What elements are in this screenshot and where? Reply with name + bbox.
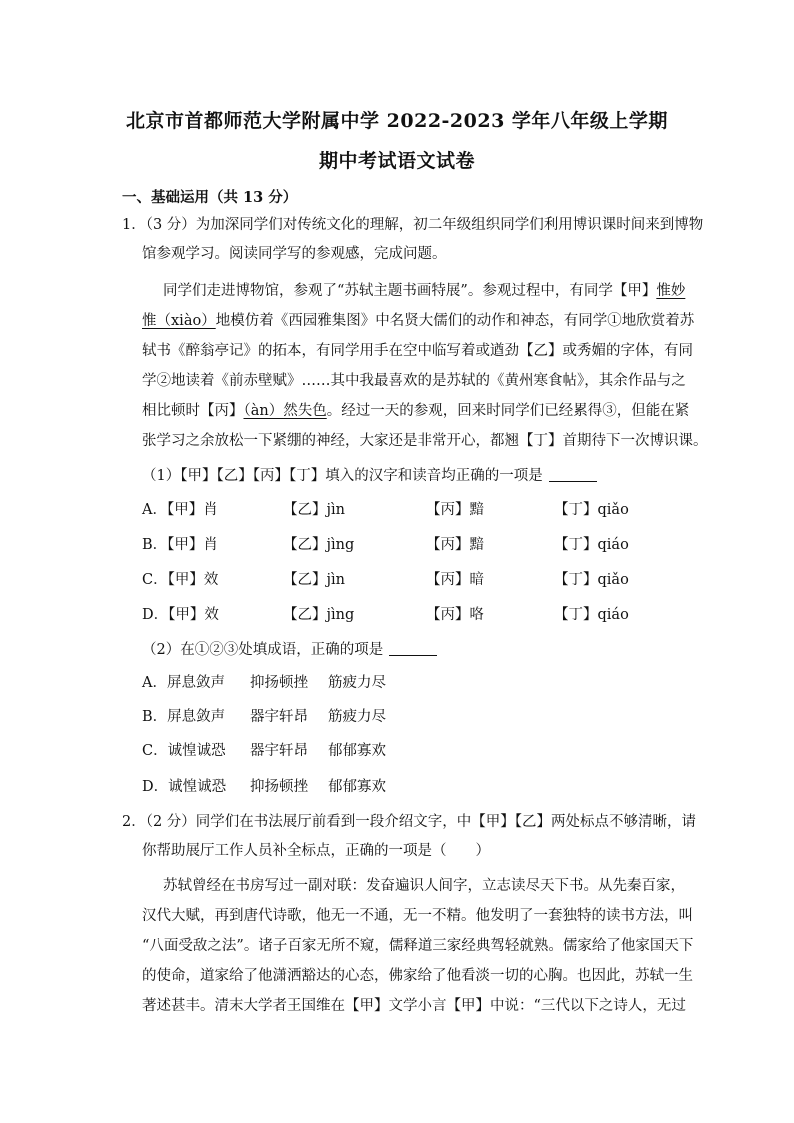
option-d-col3: 【丙】咯 [426,607,484,623]
option-d-col1[interactable]: D．【甲】效 [142,607,219,623]
q1-underline-weixiao: 惟（xiào） [142,313,216,329]
option-a-col4: 【丁】qiǎo [554,502,629,518]
option2-c-col2: 器宇轩昂 [250,743,308,759]
option-b-col1[interactable]: B．【甲】肖 [142,537,218,553]
option-a-col1[interactable]: A．【甲】肖 [142,502,218,518]
q1-passage-line6: 张学习之余放松一下紧绷的神经，大家还是非常开心，都翘【丁】首期待下一次博识课。 [142,433,708,449]
option2-a-col2: 抑扬顿挫 [250,675,308,691]
option-b-col4: 【丁】qiáo [554,537,629,553]
option-d-col2: 【乙】jìng [283,607,355,623]
q1-passage-line5 [142,401,689,421]
q1-stem-line2: 馆参观学习。阅读同学写的参观感，完成问题。 [142,246,447,262]
q2-stem-line1: 2．（2 分）同学们在书法展厅前看到一段介绍文字，中【甲】【乙】两处标点不够清晰，请 [122,814,697,830]
option2-d-col1[interactable]: D．诚惶诚恐 [142,779,227,795]
option-c-col1[interactable]: C．【甲】效 [142,572,219,588]
page-title-line2: 期中考试语文试卷 [318,150,475,172]
q2-passage-line2: 汉代大赋，再到唐代诗歌，他无一不通，无一不精。他发明了一套独特的读书方法，叫 [142,908,693,924]
q1-passage-line5-a: 相比顿时【丙】 [142,403,244,419]
q2-passage-line3: “八面受敌之法”。诸子百家无所不窥，儒释道三家经典驾轻就熟。儒家给了他家国天下 [142,938,694,954]
option2-a-col3: 筋疲力尽 [328,675,386,691]
option-a-col2: 【乙】jìn [283,502,345,518]
option2-d-col2: 抑扬顿挫 [250,779,308,795]
page-title-line1: 北京市首都师范大学附属中学 2022-2023 学年八年级上学期 [126,110,668,132]
option2-c-col3: 郁郁寡欢 [328,743,386,759]
q1-passage-line1 [163,281,685,301]
option2-b-col1[interactable]: B．屏息敛声 [142,709,226,725]
q1-passage-line2-text: 地模仿着《西园雅集图》中名贤大儒们的动作和神态，有同学①地欣赏着苏 [215,313,695,329]
option-b-col2: 【乙】jìng [283,537,355,553]
q1-underline-weimiao: 惟妙 [656,283,686,299]
q1-sub2-prompt [142,640,437,660]
option2-b-col3: 筋疲力尽 [328,709,386,725]
option-a-col3: 【丙】黯 [426,502,484,518]
q1-underline-anran: （àn）然失色 [243,403,327,419]
q1-sub1-prompt [142,466,597,486]
q1-passage-line1-text: 同学们走进博物馆，参观了“苏轼主题书画特展”。参观过程中，有同学【甲】 [163,283,657,299]
answer-blank[interactable] [549,467,597,482]
q2-passage-line1: 苏轼曾经在书房写过一副对联：发奋遍识人间字，立志读尽天下书。从先秦百家， [163,878,685,894]
option2-c-col1[interactable]: C．诚惶诚恐 [142,743,226,759]
option-d-col4: 【丁】qiáo [554,607,629,623]
option-b-col3: 【丙】黯 [426,537,484,553]
section-heading: 一、基础运用（共 13 分） [122,189,298,206]
option-c-col3: 【丙】暗 [426,572,484,588]
q1-passage-line2 [142,311,694,331]
q1-sub1-text: （1）【甲】【乙】【丙】【丁】填入的汉字和读音均正确的一项是 [142,468,543,484]
option-c-col2: 【乙】jìn [283,572,345,588]
option-c-col4: 【丁】qiǎo [554,572,629,588]
q2-passage-line5: 著述甚丰。清末大学者王国维在【甲】文学小言【甲】中说：“三代以下之诗人，无过 [142,998,686,1014]
q1-passage-line4: 学②地读着《前赤壁赋》……其中我最喜欢的是苏轼的《黄州寒食帖》，其余作品与之 [142,373,686,389]
q2-passage-line4: 的使命，道家给了他潇洒豁达的心态，佛家给了他看淡一切的心胸。也因此，苏轼一生 [142,968,693,984]
q1-stem-line1: 1．（3 分）为加深同学们对传统文化的理解，初二年级组织同学们利用博识课时间来到博物 [122,217,704,233]
answer-blank[interactable] [389,641,437,656]
option2-d-col3: 郁郁寡欢 [328,779,386,795]
option2-b-col2: 器宇轩昂 [250,709,308,725]
q1-sub2-text: （2）在①②③处填成语，正确的项是 [142,642,384,658]
q1-passage-line3: 轼书《醉翁亭记》的拓本，有同学用手在空中临写着或遒劲【乙】或秀媚的字体，有同 [142,343,693,359]
q2-stem-line2: 你帮助展厅工作人员补全标点，正确的一项是（ ） [142,843,490,859]
q1-passage-line5-c: 。经过一天的参观，回来时同学们已经累得③，但能在紧 [326,403,690,419]
option2-a-col1[interactable]: A．屏息敛声 [142,675,225,691]
